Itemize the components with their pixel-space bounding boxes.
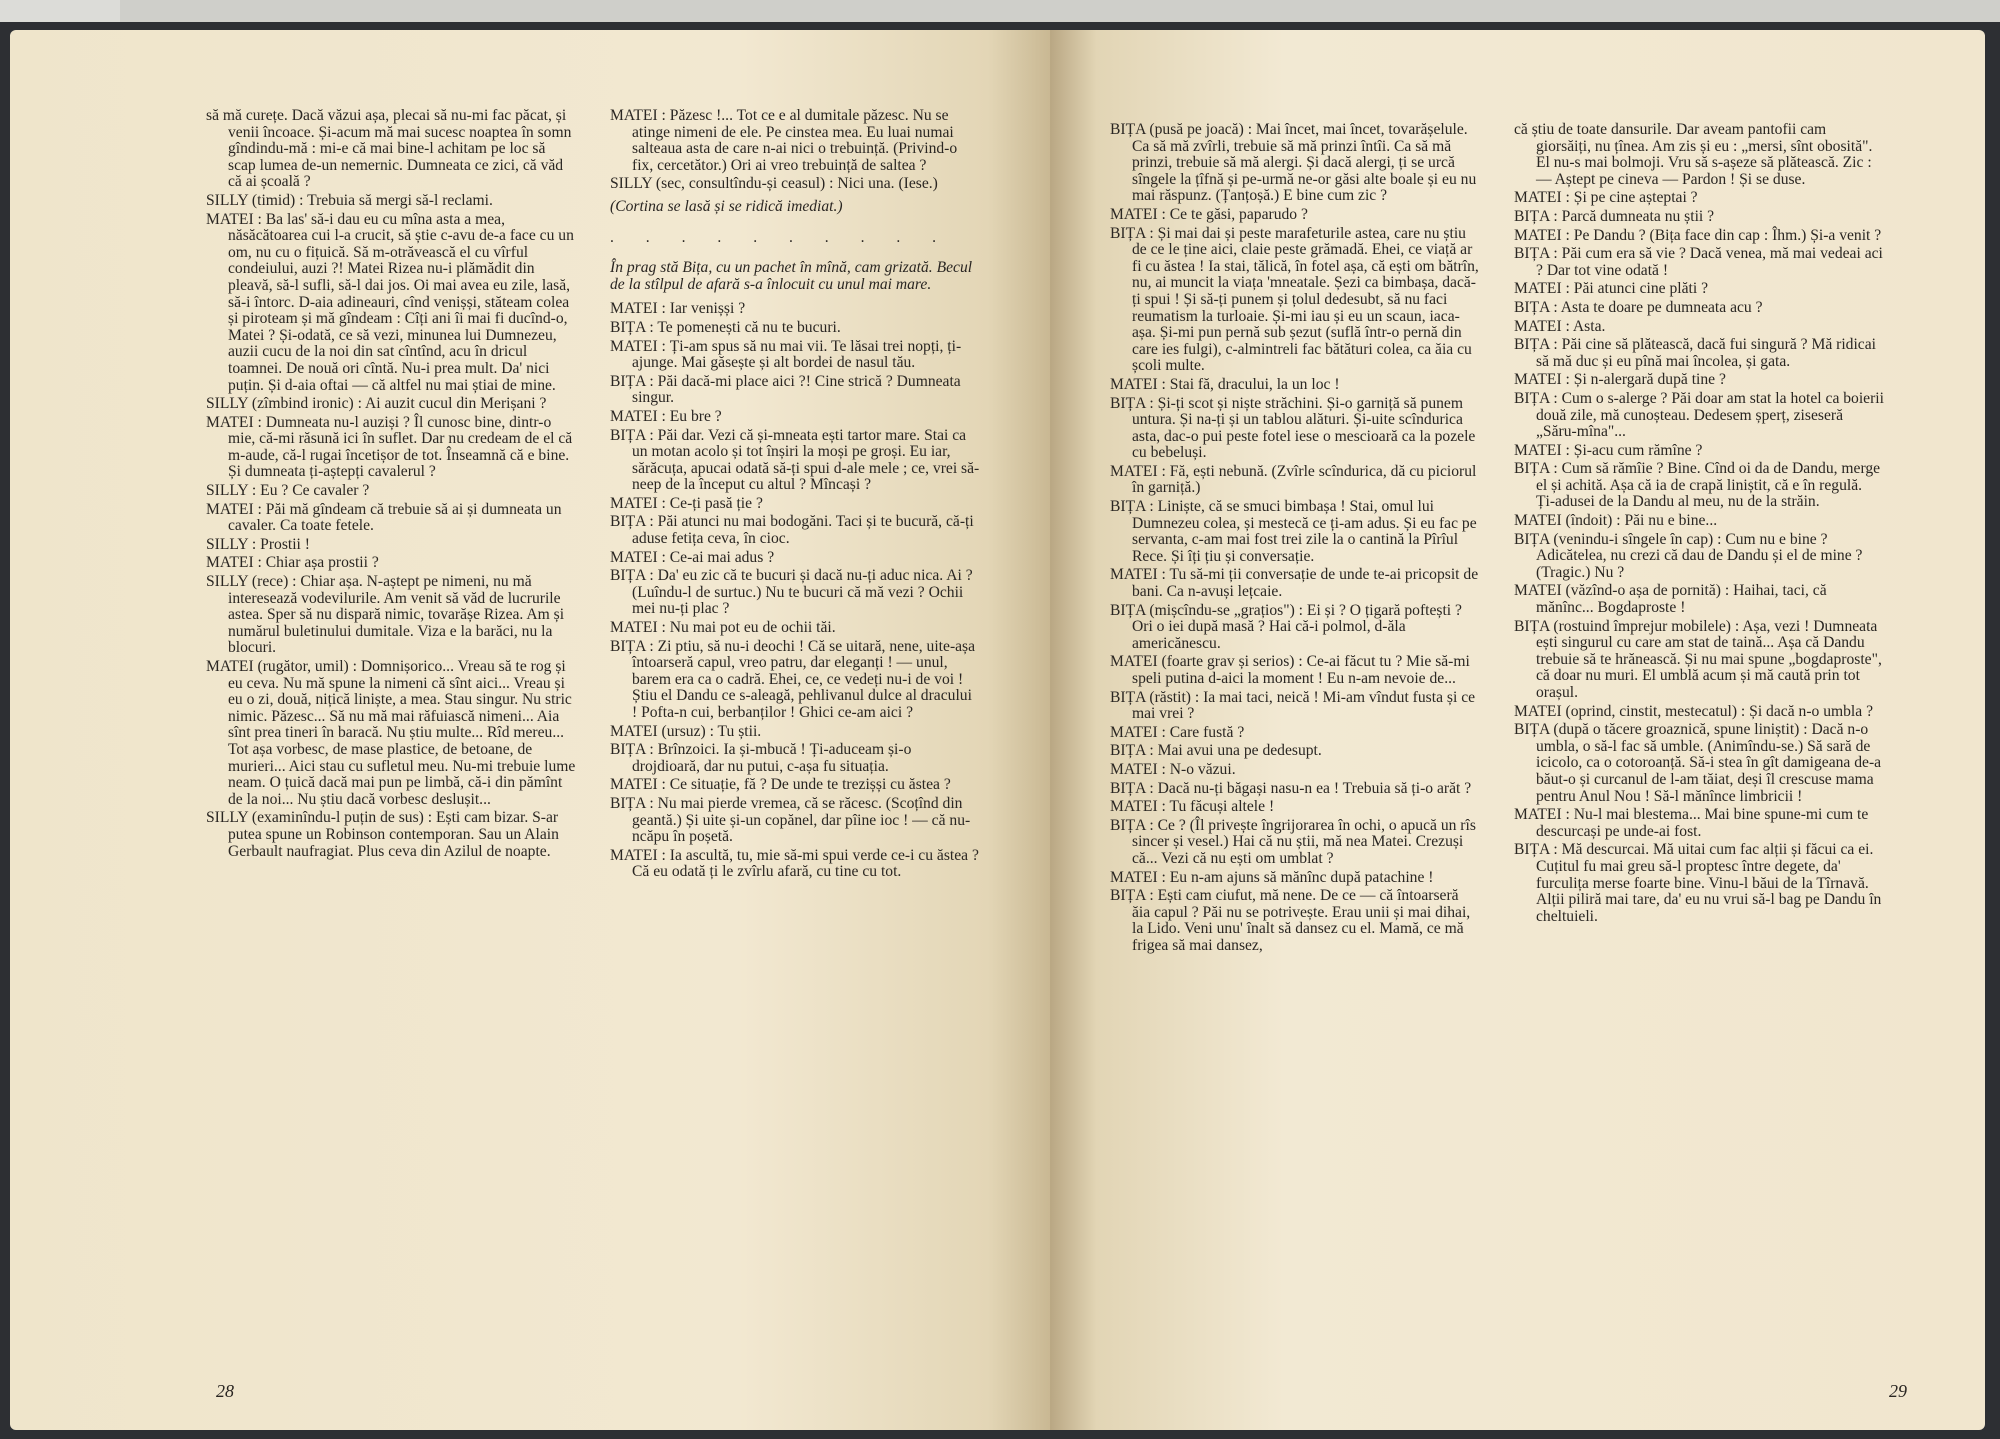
dialogue-line: MATEI (rugător, umil) : Domnișorico... Vreau să te rog și eu ceva. Nu mă spune la nimeni că sînt aici... Vreau și eu o zi, două, nițică liniște, a mea. Stau singur. Nu stric nimic. Păzesc... Să nu mă mai răfuiască nimeni... Aia sînt prea tineri în baracă. Nu știu multe... Rîd mereu... Tot așa vorbesc, de mase plastice, de betoane, de murieri... Aici stau cu sufletul meu. Nu-mi trebuie lume neam. O țuică dacă mai pun pe limbă, că-i din pămînt de la noi... Nu știu dacă vorbesc deslușit...: [206, 658, 576, 808]
dialogue-line: MATEI : Păi mă gîndeam că trebuie să ai și dumneata un cavaler. Ca toate fetele.: [206, 500, 562, 535]
left-page-column-1: [206, 108, 576, 1348]
page-number-right: 29: [1889, 1381, 1907, 1401]
dialogue-line: BIȚA (rostuind împrejur mobilele) : Așa, vezi ! Dumneata ești singurul cu care am stat de taină... Așa că Dandu trebuie să te hrănească. Și nu mai spune „bogdaproste", că doar nu muri. El umblă acum și mă caută prin tot orașul.: [1514, 617, 1882, 701]
dialogue-line: BIȚA (după o tăcere groaznică, spune liniștit) : Dacă n-o umbla, o să-l fac să umble. (Animîndu-se.) Să sară de icicolo, ca o cotoroanță. Să-i stea în gît damigeana de-a băut-o și curcanul de l-am tăiat, deși îl crescuse mama pentru Anul Nou ! Să-l mănînce limbricii !: [1514, 721, 1882, 805]
dialogue-line: MATEI : Asta.: [1514, 317, 1606, 335]
dialogue-line: MATEI : Pe Dandu ? (Bița face din cap : Îhm.) Și-a venit ?: [1514, 226, 1882, 244]
page-number-left: 28: [216, 1381, 234, 1401]
dialogue-line: BIȚA : Mă descurcai. Mă uitai cum fac alții și făcui ca ei. Cuțitul fu mai greu să-l proptesc între degete, da' furculița merse foarte bine. Vinu-l băui de la Tîrnavă. Alții piliră mai tare, da' eu nu vrui să-l bag pe Dandu în cheltuieli.: [1514, 841, 1882, 925]
dialogue-line: MATEI (văzînd-o așa de pornită) : Haihai, taci, că mănînc... Bogdaproste !: [1514, 582, 1827, 617]
open-book: [10, 30, 1985, 1430]
dialogue-line: SILLY (sec, consultîndu-și ceasul) : Nici una. (Iese.): [610, 175, 938, 193]
dialogue-line: BIȚA : Ce ? (Îl privește îngrijorarea în ochi, o apucă un rîs sincer și vesel.) Hai că nu știi, mă nea Matei. Crezuși că... Vezi că nu ești om umblat ?: [1110, 816, 1476, 867]
dialogue-line: MATEI : Păi atunci cine plăti ?: [1514, 280, 1708, 298]
dialogue-line: BIȚA : Păi dar. Vezi că și-mneata ești tartor mare. Stai ca un motan acolo și tot înșiri la moși pe groși. Eu iar, sărăcuța, apucai odată să-ți spui d-ale mele ; ce, vrei să-neep de la început cu altul ? Mîncași ?: [610, 426, 980, 494]
dialogue-line: SILLY : Eu ? Ce cavaler ?: [206, 482, 370, 500]
dialogue-line: BIȚA (venindu-i sîngele în cap) : Cum nu e bine ? Adicătelea, nu crezi că dau de Dandu și el de mine ? (Tragic.) Nu ?: [1514, 530, 1863, 581]
dialogue-line: MATEI : Ce-ai mai adus ?: [610, 548, 775, 566]
dialogue-line: BIȚA : Zi ptiu, să nu-i deochi ! Că se uitară, nene, uite-așa întoarseră capul, vreo patru, dar eleganți ! — unul, barem era ca o cadră. Ehei, ce, ce vedeți nu-i de voi ! Știu el Dandu ce s-aleagă, pehlivanul dulce al dracului ! Pofta-n cui, berbanților ! Ghici ce-am aici ?: [610, 637, 976, 721]
dialogue-line: MATEI : Păzesc !... Tot ce e al dumitale păzesc. Nu se atinge nimeni de ele. Pe cinstea mea. Eu luai numai salteaua asta de care n-ai nici o trebuință. (Privind-o fix, cercetător.) Ori ai vreo trebuință de saltea ?: [610, 107, 958, 174]
dialogue-line: MATEI (ursuz) : Tu știi.: [610, 722, 762, 740]
dialogue-line: MATEI : Care fustă ?: [1110, 723, 1245, 741]
dialogue-line: MATEI : Nu mai pot eu de ochii tăi.: [610, 619, 836, 637]
right-page-column-2: [1514, 122, 1884, 1362]
dialogue-line: În prag stă Bița, cu un pachet în mînă, cam grizată. Becul de la stîlpul de afară s-a înlocuit cu unul mai mare.: [610, 259, 973, 293]
dialogue-line: MATEI : Ce situație, fă ? De unde te trezișși cu ăstea ?: [610, 776, 951, 794]
dialogue-line: BIȚA : Și-ți scot și niște străchini. Și-o garniță să punem untura. Și na-ți și un tablou alături. Și-uite scîndurica asta, dac-o pui peste fotel iese o mescioară ca la pozele cu bebeluși.: [1110, 394, 1476, 462]
dialogue-line: BIȚA : Asta te doare pe dumneata acu ?: [1514, 298, 1763, 316]
dialogue-line: BIȚA : Păi dacă-mi place aici ?! Cine strică ? Dumneata singur.: [610, 372, 961, 407]
dialogue-line: BIȚA : Dacă nu-ți băgași nasu-n ea ! Trebuia să ți-o arăt ?: [1110, 779, 1472, 797]
dialogue-line: BIȚA : Parcă dumneata nu știi ?: [1514, 207, 1715, 225]
dialogue-line: BIȚA : Brînzoici. Ia și-mbucă ! Ți-aduceam și-o drojdioară, dar nu putui, c-așa fu situația.: [610, 741, 912, 775]
dialogue-line: MATEI (oprind, cinstit, mestecatul) : Și dacă n-o umbla ?: [1514, 702, 1873, 720]
dialogue-line: SILLY (timid) : Trebuia să mergi să-l reclami.: [206, 191, 493, 209]
dialogue-line: BIȚA : Păi atunci nu mai bodogăni. Taci și te bucură, că-ți aduse fetița ceva, în cioc.: [610, 513, 974, 548]
left-page-column-2: [610, 108, 980, 1348]
dialogue-line: (Cortina se lasă și se ridică imediat.): [610, 197, 843, 215]
right-page: [1050, 30, 1985, 1430]
dialogue-line: MATEI : Și-acu cum rămîne ?: [1514, 441, 1703, 459]
dialogue-line: SILLY (rece) : Chiar așa. N-aștept pe nimeni, nu mă interesează vodevilurile. Am venit să văd de lucrurile astea. Sper să nu dispară nimic, tovarășe Rizea. Am și numărul buletinului dumitale. Viza e la barăci, nu la blocuri.: [206, 573, 565, 657]
dialogue-line: BIȚA : Te pomenești că nu te bucuri.: [610, 318, 841, 336]
dialogue-line: BIȚA : Ești cam ciufut, mă nene. De ce — că întoarseră ăia capul ? Păi nu se potrivește. Erau unii și mai dihai, la Lido. Veni unu' înalt să dansez cu el. Mamă, ce mă frigea să mai dansez,: [1110, 887, 1471, 954]
dialogue-line: MATEI : Fă, ești nebună. (Zvîrle scîndurica, dă cu piciorul în garniță.): [1110, 462, 1477, 497]
dialogue-line: MATEI : Dumneata nu-l auziși ? Îl cunosc bine, dintr-o mie, că-mi răsună ici în suflet. Dar nu credeam de el că m-aude, că-l rugai încetișor de tot. Înseamnă că e bine. Și dumneata ți-aștepți cavalerul ?: [206, 413, 573, 481]
left-page: [10, 30, 1050, 1430]
dialogue-line: MATEI : Eu bre ?: [610, 407, 722, 425]
dialogue-line: BIȚA : Mai avui una pe dedesupt.: [1110, 742, 1322, 760]
dialogue-line: MATEI : Chiar așa prostii ?: [206, 554, 379, 572]
dialogue-line: BIȚA : Da' eu zic că te bucuri și dacă nu-ți aduc nica. Ai ? (Luîndu-l de surtuc.) Nu te bucuri că mă vezi ? Ochii mei nu-ți plac ?: [610, 567, 973, 618]
dialogue-line: MATEI : Tu făcuși altele !: [1110, 798, 1275, 816]
dialogue-line: MATEI : Eu n-am ajuns să mănînc după patachine !: [1110, 868, 1434, 886]
dialogue-line: că știu de toate dansurile. Dar aveam pantofii cam giorsăiți, nu țînea. Am zis și eu : „mersi, sînt obosită". El nu-s mai bolmoji. Vru să s-așeze să plătească. Zic : — Aștept pe cineva — Pardon ! Și se duse.: [1514, 121, 1873, 188]
dialogue-line: BIȚA : Liniște, că se smuci bimbașa ! Stai, omul lui Dumnezeu colea, și mestecă ce ți-am adus. Și eu fac pe servanta, c-am mai fost trei zile la o cantină la Pîrîul Rece. Și îți țiu și conversație.: [1110, 498, 1477, 565]
dialogue-line: MATEI : Iar venișși ?: [610, 300, 746, 318]
right-page-column-1: [1110, 122, 1480, 1362]
dialogue-line: MATEI : Stai fă, dracului, la un loc !: [1110, 375, 1340, 393]
dialogue-line: BIȚA : Și mai dai și peste marafeturile astea, care nu știu de ce le ține aici, claie peste grămadă. Ehei, ce viață ar fi cu ăstea ! Ia stai, tălică, în fotel așa, că ești om bătrîn, nu, ai muncit la viața 'mneatale. Șezi ca bimbașa, dacă-ți spui ! Și să-ți punem și țolul dedesubt, să nu faci reumatism la turloaie. Și-mi iau și eu un scaun, iaca-așa. Și-mi pun pernă sub șezut (suflă într-o pernă din care ies fulgi), c-almintreli fac bătături colea, ca ăia cu școli multe.: [1110, 224, 1479, 375]
dialogue-line: MATEI : Tu să-mi ții conversație de unde te-ai pricopsit de bani. Ca n-avuși lețcaie.: [1110, 566, 1479, 601]
dialogue-line: MATEI : Ia ascultă, tu, mie să-mi spui verde ce-i cu ăstea ? Că eu odată ți le zvîrlu afară, cu tine cu tot.: [610, 846, 979, 881]
dialogue-line: MATEI : Ți-am spus să nu mai vii. Te lăsai trei nopți, ți-ajunge. Mai găsește și alt bordei de nasul tău.: [610, 337, 962, 372]
dialogue-line: BIȚA : Nu mai pierde vremea, că se răcesc. (Scoțînd din geantă.) Și uite și-un copănel, dar pîine ioc ! — că nu-ncăpu în poșetă.: [610, 794, 971, 846]
dialogue-line: BIȚA (mișcîndu-se „grațios") : Ei și ? O țigară poftești ? Ori o iei după masă ? Hai că-i polmol, d-ăla americănescu.: [1110, 601, 1462, 652]
dialogue-line: MATEI (îndoit) : Păi nu e bine...: [1514, 512, 1718, 530]
dialogue-line: MATEI : Ba las' să-i dau eu cu mîna asta a mea, năsăcătoarea cui l-a crucit, să știe c-avu de-a face cu un om, nu cu o fițuică. Să m-otrăvească el cu vîrful condeiului, auzi ?! Matei Rizea nu-i plămădit din pleavă, să-l sufli, să-l dai jos. Oi mai avea eu zile, lasă, să-i întorc. D-aia adineauri, cînd venișși, stăteam colea și piroteam și mă gîndeam : Cîți ani îi mai fi ducînd-o, Matei ? Și-odată, ce să vezi, minunea lui Dumnezeu, auzii cucu de la noi din sat cîntînd, acu în dricul toamnei. De nouă ori cîntă. Nu-i prea mult. Da' nici puțin. Și d-aia oftai — că altfel nu mai știai de mine.: [206, 210, 574, 394]
dialogue-line: BIȚA : Cum o s-alerge ? Păi doar am stat la hotel ca boierii două zile, mă cunoșteau. Dedesem șperț, ziseseră „Săru-mîna"...: [1514, 389, 1884, 441]
dialogue-line: SILLY (zîmbind ironic) : Ai auzit cucul din Merișani ?: [206, 395, 547, 413]
dialogue-line: MATEI : Și n-alergară după tine ?: [1514, 371, 1726, 389]
dialogue-line: BIȚA (răstit) : Ia mai taci, neică ! Mi-am vîndut fusta și ce mai vrei ?: [1110, 688, 1476, 723]
dialogue-line: SILLY : Prostii !: [206, 535, 310, 553]
dialogue-line: să mă curețe. Dacă văzui așa, plecai să nu-mi fac păcat, și venii încoace. Și-acum mă mai sucesc noaptea în somn gîndindu-mă : mi-e că mai bine-l achitam pe loc să scap lumea de-un nemernic. Dumneata ce zici, că văd că ai școală ?: [206, 107, 572, 191]
dialogue-line: MATEI : Ce-ți pasă ție ?: [610, 494, 763, 512]
dialogue-line: MATEI (foarte grav și serios) : Ce-ai făcut tu ? Mie să-mi speli putina d-aici la moment ! Eu n-am nevoie de...: [1110, 653, 1470, 687]
dialogue-line: MATEI : N-o văzui.: [1110, 760, 1236, 778]
dialogue-line: BIȚA : Cum să rămîie ? Bine. Cînd oi da de Dandu, merge el și achită. Așa că ia de crapă liniștit, că e în regulă. Ți-adusei de la Dandu al meu, nu de la străin.: [1514, 460, 1881, 511]
dialogue-line: BIȚA : Păi cine să plătească, dacă fui singură ? Mă ridicai să mă duc și eu pînă mai încolea, și gata.: [1514, 336, 1876, 370]
dialogue-line: . . . . . . . . . .: [610, 228, 951, 246]
dialogue-line: BIȚA (pusă pe joacă) : Mai încet, mai încet, tovarășelule. Ca să mă zvîrli, trebuie să mă prinzi întîi. Ca să mă prinzi, trebuie să mă alergi. Și dacă alergi, ți se urcă sîngele la țîfnă și pe-urmă ne-or găsi alte boale și eu nu mai răspunz. (Țanțoșă.) E bine cum zic ?: [1110, 121, 1477, 205]
dialogue-line: MATEI : Și pe cine așteptai ?: [1514, 189, 1698, 207]
scan-background: [120, 0, 2000, 22]
dialogue-line: MATEI : Nu-l mai blestema... Mai bine spune-mi cum te descurcași pe unde-ai fost.: [1514, 806, 1869, 840]
dialogue-line: BIȚA : Păi cum era să vie ? Dacă venea, mă mai vedeai aci ? Dar tot vine odată !: [1514, 245, 1883, 279]
dialogue-line: SILLY (examinîndu-l puțin de sus) : Ești cam bizar. S-ar putea spune un Robinson contemporan. Sau un Alain Gerbault naufragiat. Plus ceva din Azilul de noapte.: [206, 809, 559, 860]
dialogue-line: MATEI : Ce te găsi, paparudo ?: [1110, 205, 1308, 223]
